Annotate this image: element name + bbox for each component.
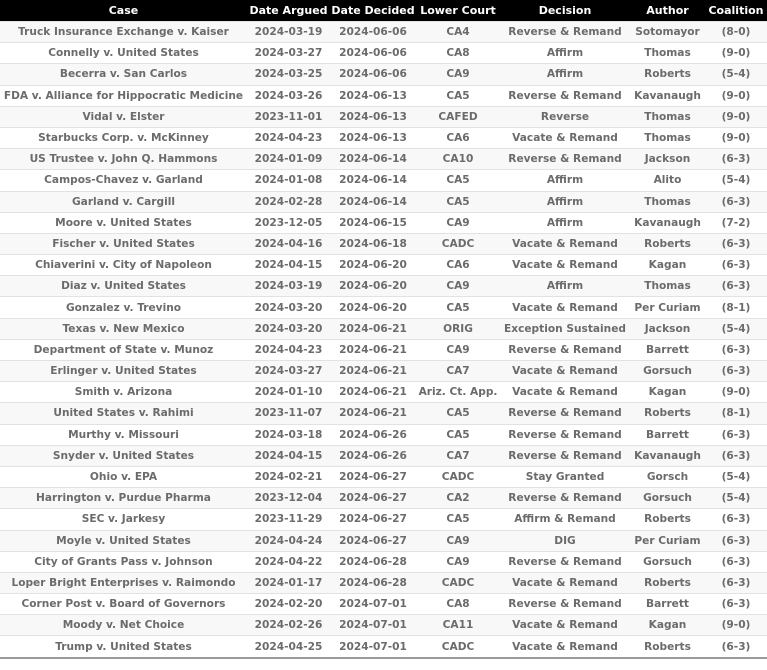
table-row (0, 594, 767, 615)
cell-coalition: (6-3) (705, 424, 767, 445)
cell-lower-court: CADC (416, 636, 500, 658)
cell-coalition: (6-3) (705, 276, 767, 297)
table-row (0, 382, 767, 403)
cell-case: Campos-Chavez v. Garland (0, 170, 247, 191)
cell-case: Starbucks Corp. v. McKinney (0, 127, 247, 148)
cell-decision: Reverse & Remand (500, 594, 630, 615)
table-row (0, 615, 767, 636)
table-row (0, 424, 767, 445)
cell-author: Gorsuch (630, 488, 705, 509)
cell-decision: Affirm (500, 191, 630, 212)
cell-decision: Reverse & Remand (500, 551, 630, 572)
cell-date-decided: 2024-06-06 (330, 64, 416, 85)
table-header (0, 0, 767, 22)
cell-coalition: (9-0) (705, 382, 767, 403)
cell-date-argued: 2024-03-18 (247, 424, 330, 445)
cell-coalition: (8-1) (705, 297, 767, 318)
cell-case: Loper Bright Enterprises v. Raimondo (0, 572, 247, 593)
cell-coalition: (9-0) (705, 106, 767, 127)
cell-date-decided: 2024-06-20 (330, 255, 416, 276)
cell-date-argued: 2024-02-28 (247, 191, 330, 212)
cell-case: Chiaverini v. City of Napoleon (0, 255, 247, 276)
cell-date-argued: 2024-01-08 (247, 170, 330, 191)
cell-coalition: (8-1) (705, 403, 767, 424)
table-row (0, 22, 767, 43)
cell-lower-court: CA5 (416, 403, 500, 424)
cell-date-argued: 2024-02-21 (247, 466, 330, 487)
table-row (0, 297, 767, 318)
cell-decision: Vacate & Remand (500, 255, 630, 276)
cell-coalition: (5-4) (705, 318, 767, 339)
cell-coalition: (6-3) (705, 530, 767, 551)
cell-case: Corner Post v. Board of Governors (0, 594, 247, 615)
cell-lower-court: CA8 (416, 594, 500, 615)
cell-lower-court: CADC (416, 572, 500, 593)
table-row (0, 466, 767, 487)
cell-case: Garland v. Cargill (0, 191, 247, 212)
cell-coalition: (9-0) (705, 43, 767, 64)
cell-decision: Vacate & Remand (500, 382, 630, 403)
cell-coalition: (6-3) (705, 509, 767, 530)
cell-decision: Reverse & Remand (500, 339, 630, 360)
table-row (0, 43, 767, 64)
column-header-case: Case (0, 0, 247, 22)
cell-decision: Reverse & Remand (500, 445, 630, 466)
cell-coalition: (9-0) (705, 127, 767, 148)
cell-lower-court: CA5 (416, 297, 500, 318)
cell-date-argued: 2024-04-15 (247, 255, 330, 276)
cell-case: Truck Insurance Exchange v. Kaiser (0, 22, 247, 43)
table-row (0, 509, 767, 530)
column-header-author: Author (630, 0, 705, 22)
table-row (0, 170, 767, 191)
cell-coalition: (6-3) (705, 572, 767, 593)
cell-date-decided: 2024-07-01 (330, 615, 416, 636)
header-row (0, 0, 767, 22)
cell-lower-court: CA9 (416, 339, 500, 360)
cell-date-decided: 2024-06-28 (330, 572, 416, 593)
cell-author: Roberts (630, 233, 705, 254)
cell-case: Moore v. United States (0, 212, 247, 233)
cell-coalition: (5-4) (705, 488, 767, 509)
cell-author: Sotomayor (630, 22, 705, 43)
column-header-decision: Decision (500, 0, 630, 22)
cell-author: Thomas (630, 127, 705, 148)
table-row (0, 636, 767, 658)
cell-lower-court: CA2 (416, 488, 500, 509)
cell-coalition: (9-0) (705, 85, 767, 106)
cell-coalition: (7-2) (705, 212, 767, 233)
cell-date-decided: 2024-06-27 (330, 509, 416, 530)
table-row (0, 212, 767, 233)
cell-date-argued: 2024-04-25 (247, 636, 330, 658)
cell-lower-court: CADC (416, 466, 500, 487)
cell-date-decided: 2024-06-20 (330, 297, 416, 318)
cell-date-argued: 2024-04-23 (247, 339, 330, 360)
cell-author: Thomas (630, 43, 705, 64)
cell-date-argued: 2023-12-04 (247, 488, 330, 509)
cell-coalition: (6-3) (705, 149, 767, 170)
cell-decision: Reverse & Remand (500, 488, 630, 509)
table-row (0, 445, 767, 466)
cell-author: Gorsuch (630, 361, 705, 382)
table-row (0, 530, 767, 551)
cell-date-decided: 2024-06-14 (330, 170, 416, 191)
cell-coalition: (5-4) (705, 466, 767, 487)
cell-decision: Reverse & Remand (500, 403, 630, 424)
cell-date-decided: 2024-06-21 (330, 361, 416, 382)
table-row (0, 233, 767, 254)
cell-author: Roberts (630, 509, 705, 530)
table-row (0, 318, 767, 339)
cell-case: Diaz v. United States (0, 276, 247, 297)
table-row (0, 255, 767, 276)
cell-lower-court: Ariz. Ct. App. (416, 382, 500, 403)
cell-decision: Stay Granted (500, 466, 630, 487)
cell-lower-court: CA11 (416, 615, 500, 636)
cell-coalition: (5-4) (705, 64, 767, 85)
cell-lower-court: CA9 (416, 530, 500, 551)
cell-decision: Vacate & Remand (500, 636, 630, 658)
cell-date-decided: 2024-06-27 (330, 488, 416, 509)
cell-date-decided: 2024-07-01 (330, 594, 416, 615)
cell-date-argued: 2023-11-01 (247, 106, 330, 127)
table-row (0, 106, 767, 127)
cell-author: Roberts (630, 572, 705, 593)
cell-lower-court: CA9 (416, 64, 500, 85)
cell-lower-court: ORIG (416, 318, 500, 339)
cell-date-argued: 2024-03-27 (247, 43, 330, 64)
cell-coalition: (6-3) (705, 255, 767, 276)
cell-lower-court: CA6 (416, 255, 500, 276)
cell-date-decided: 2024-06-13 (330, 127, 416, 148)
cell-date-decided: 2024-06-27 (330, 530, 416, 551)
table-row (0, 403, 767, 424)
table-row (0, 572, 767, 593)
table-row (0, 191, 767, 212)
cell-case: Moody v. Net Choice (0, 615, 247, 636)
cell-date-argued: 2024-03-19 (247, 276, 330, 297)
cell-decision: Reverse & Remand (500, 424, 630, 445)
cell-author: Roberts (630, 64, 705, 85)
table-row (0, 127, 767, 148)
table-body (0, 22, 767, 658)
cell-case: US Trustee v. John Q. Hammons (0, 149, 247, 170)
cell-coalition: (6-3) (705, 361, 767, 382)
cell-coalition: (6-3) (705, 233, 767, 254)
cell-author: Barrett (630, 339, 705, 360)
cell-author: Kagan (630, 615, 705, 636)
cell-date-argued: 2024-01-17 (247, 572, 330, 593)
cell-case: Murthy v. Missouri (0, 424, 247, 445)
cell-decision: Affirm & Remand (500, 509, 630, 530)
cell-decision: Vacate & Remand (500, 361, 630, 382)
cell-decision: Affirm (500, 64, 630, 85)
cell-date-decided: 2024-06-13 (330, 106, 416, 127)
cell-lower-court: CA6 (416, 127, 500, 148)
cell-coalition: (6-3) (705, 191, 767, 212)
cell-decision: Vacate & Remand (500, 615, 630, 636)
column-header-date-decided: Date Decided (330, 0, 416, 22)
cell-case: Ohio v. EPA (0, 466, 247, 487)
column-header-date-argued: Date Argued (247, 0, 330, 22)
cell-author: Barrett (630, 594, 705, 615)
cell-author: Kagan (630, 382, 705, 403)
cell-date-argued: 2024-03-20 (247, 297, 330, 318)
table-row (0, 276, 767, 297)
cell-decision: Affirm (500, 170, 630, 191)
cell-case: Fischer v. United States (0, 233, 247, 254)
cell-decision: Reverse & Remand (500, 149, 630, 170)
cell-case: Gonzalez v. Trevino (0, 297, 247, 318)
table-row (0, 64, 767, 85)
table-row (0, 149, 767, 170)
column-header-coalition: Coalition (705, 0, 767, 22)
cell-decision: Reverse & Remand (500, 85, 630, 106)
cell-date-argued: 2023-12-05 (247, 212, 330, 233)
cell-author: Alito (630, 170, 705, 191)
cell-author: Thomas (630, 276, 705, 297)
cell-author: Roberts (630, 403, 705, 424)
cell-date-argued: 2024-01-09 (247, 149, 330, 170)
cell-date-decided: 2024-06-14 (330, 149, 416, 170)
cell-author: Barrett (630, 424, 705, 445)
cell-date-argued: 2024-04-23 (247, 127, 330, 148)
cell-author: Kavanaugh (630, 445, 705, 466)
cell-case: Smith v. Arizona (0, 382, 247, 403)
cell-date-decided: 2024-06-15 (330, 212, 416, 233)
cell-case: FDA v. Alliance for Hippocratic Medicine (0, 85, 247, 106)
cell-date-decided: 2024-06-28 (330, 551, 416, 572)
cell-lower-court: CA5 (416, 509, 500, 530)
cell-date-argued: 2024-03-25 (247, 64, 330, 85)
cell-date-decided: 2024-06-13 (330, 85, 416, 106)
cell-date-decided: 2024-06-21 (330, 339, 416, 360)
cell-date-argued: 2024-04-16 (247, 233, 330, 254)
cell-date-argued: 2023-11-07 (247, 403, 330, 424)
cell-date-decided: 2024-06-18 (330, 233, 416, 254)
cell-date-decided: 2024-06-26 (330, 445, 416, 466)
table-row (0, 339, 767, 360)
cell-author: Thomas (630, 106, 705, 127)
cell-case: Harrington v. Purdue Pharma (0, 488, 247, 509)
cell-decision: Vacate & Remand (500, 297, 630, 318)
cell-lower-court: CA9 (416, 276, 500, 297)
cell-decision: Vacate & Remand (500, 233, 630, 254)
cell-date-decided: 2024-06-06 (330, 22, 416, 43)
cell-author: Roberts (630, 636, 705, 658)
cell-author: Thomas (630, 191, 705, 212)
cell-date-decided: 2024-06-21 (330, 403, 416, 424)
cell-date-argued: 2024-03-19 (247, 22, 330, 43)
cell-author: Gorsch (630, 466, 705, 487)
cell-author: Per Curiam (630, 530, 705, 551)
cell-lower-court: CA9 (416, 212, 500, 233)
cell-case: United States v. Rahimi (0, 403, 247, 424)
cell-lower-court: CA4 (416, 22, 500, 43)
cell-case: SEC v. Jarkesy (0, 509, 247, 530)
cell-lower-court: CA9 (416, 551, 500, 572)
cell-lower-court: CA8 (416, 43, 500, 64)
cell-date-argued: 2024-04-15 (247, 445, 330, 466)
cell-date-decided: 2024-06-27 (330, 466, 416, 487)
cell-date-decided: 2024-06-26 (330, 424, 416, 445)
cell-case: Becerra v. San Carlos (0, 64, 247, 85)
cell-lower-court: CA7 (416, 361, 500, 382)
cell-coalition: (6-3) (705, 594, 767, 615)
cell-date-decided: 2024-06-21 (330, 318, 416, 339)
cell-lower-court: CA5 (416, 85, 500, 106)
cell-date-argued: 2024-03-20 (247, 318, 330, 339)
cell-date-decided: 2024-06-21 (330, 382, 416, 403)
cell-date-decided: 2024-07-01 (330, 636, 416, 658)
cell-case: Texas v. New Mexico (0, 318, 247, 339)
cell-coalition: (6-3) (705, 339, 767, 360)
cell-case: Connelly v. United States (0, 43, 247, 64)
cell-date-decided: 2024-06-06 (330, 43, 416, 64)
cell-date-decided: 2024-06-14 (330, 191, 416, 212)
cell-author: Jackson (630, 149, 705, 170)
column-header-lower-court: Lower Court (416, 0, 500, 22)
cell-decision: Affirm (500, 276, 630, 297)
cell-case: Vidal v. Elster (0, 106, 247, 127)
table-row (0, 361, 767, 382)
cell-decision: DIG (500, 530, 630, 551)
table-row (0, 85, 767, 106)
cell-lower-court: CA5 (416, 170, 500, 191)
cell-decision: Reverse & Remand (500, 22, 630, 43)
cell-author: Kavanaugh (630, 85, 705, 106)
cell-author: Kagan (630, 255, 705, 276)
cell-decision: Vacate & Remand (500, 127, 630, 148)
cell-date-argued: 2024-03-27 (247, 361, 330, 382)
cell-lower-court: CA10 (416, 149, 500, 170)
cell-lower-court: CADC (416, 233, 500, 254)
cell-date-argued: 2024-02-20 (247, 594, 330, 615)
cell-decision: Reverse (500, 106, 630, 127)
cell-case: Trump v. United States (0, 636, 247, 658)
cell-case: Department of State v. Munoz (0, 339, 247, 360)
cell-decision: Affirm (500, 43, 630, 64)
table-row (0, 551, 767, 572)
cell-coalition: (6-3) (705, 445, 767, 466)
cell-case: City of Grants Pass v. Johnson (0, 551, 247, 572)
cell-date-argued: 2024-01-10 (247, 382, 330, 403)
cell-coalition: (5-4) (705, 170, 767, 191)
cell-date-argued: 2024-02-26 (247, 615, 330, 636)
cell-date-argued: 2023-11-29 (247, 509, 330, 530)
cell-author: Kavanaugh (630, 212, 705, 233)
table-row (0, 488, 767, 509)
cell-case: Erlinger v. United States (0, 361, 247, 382)
cell-author: Per Curiam (630, 297, 705, 318)
cell-coalition: (6-3) (705, 551, 767, 572)
cell-date-decided: 2024-06-20 (330, 276, 416, 297)
cell-case: Moyle v. United States (0, 530, 247, 551)
cell-lower-court: CA5 (416, 424, 500, 445)
cell-coalition: (8-0) (705, 22, 767, 43)
cell-lower-court: CA7 (416, 445, 500, 466)
cell-author: Gorsuch (630, 551, 705, 572)
cell-date-argued: 2024-03-26 (247, 85, 330, 106)
cell-lower-court: CA5 (416, 191, 500, 212)
cell-coalition: (9-0) (705, 615, 767, 636)
cell-decision: Affirm (500, 212, 630, 233)
cell-decision: Exception Sustained (500, 318, 630, 339)
cell-author: Jackson (630, 318, 705, 339)
cell-coalition: (6-3) (705, 636, 767, 658)
cell-date-argued: 2024-04-24 (247, 530, 330, 551)
cell-decision: Vacate & Remand (500, 572, 630, 593)
cell-date-argued: 2024-04-22 (247, 551, 330, 572)
cell-lower-court: CAFED (416, 106, 500, 127)
cell-case: Snyder v. United States (0, 445, 247, 466)
